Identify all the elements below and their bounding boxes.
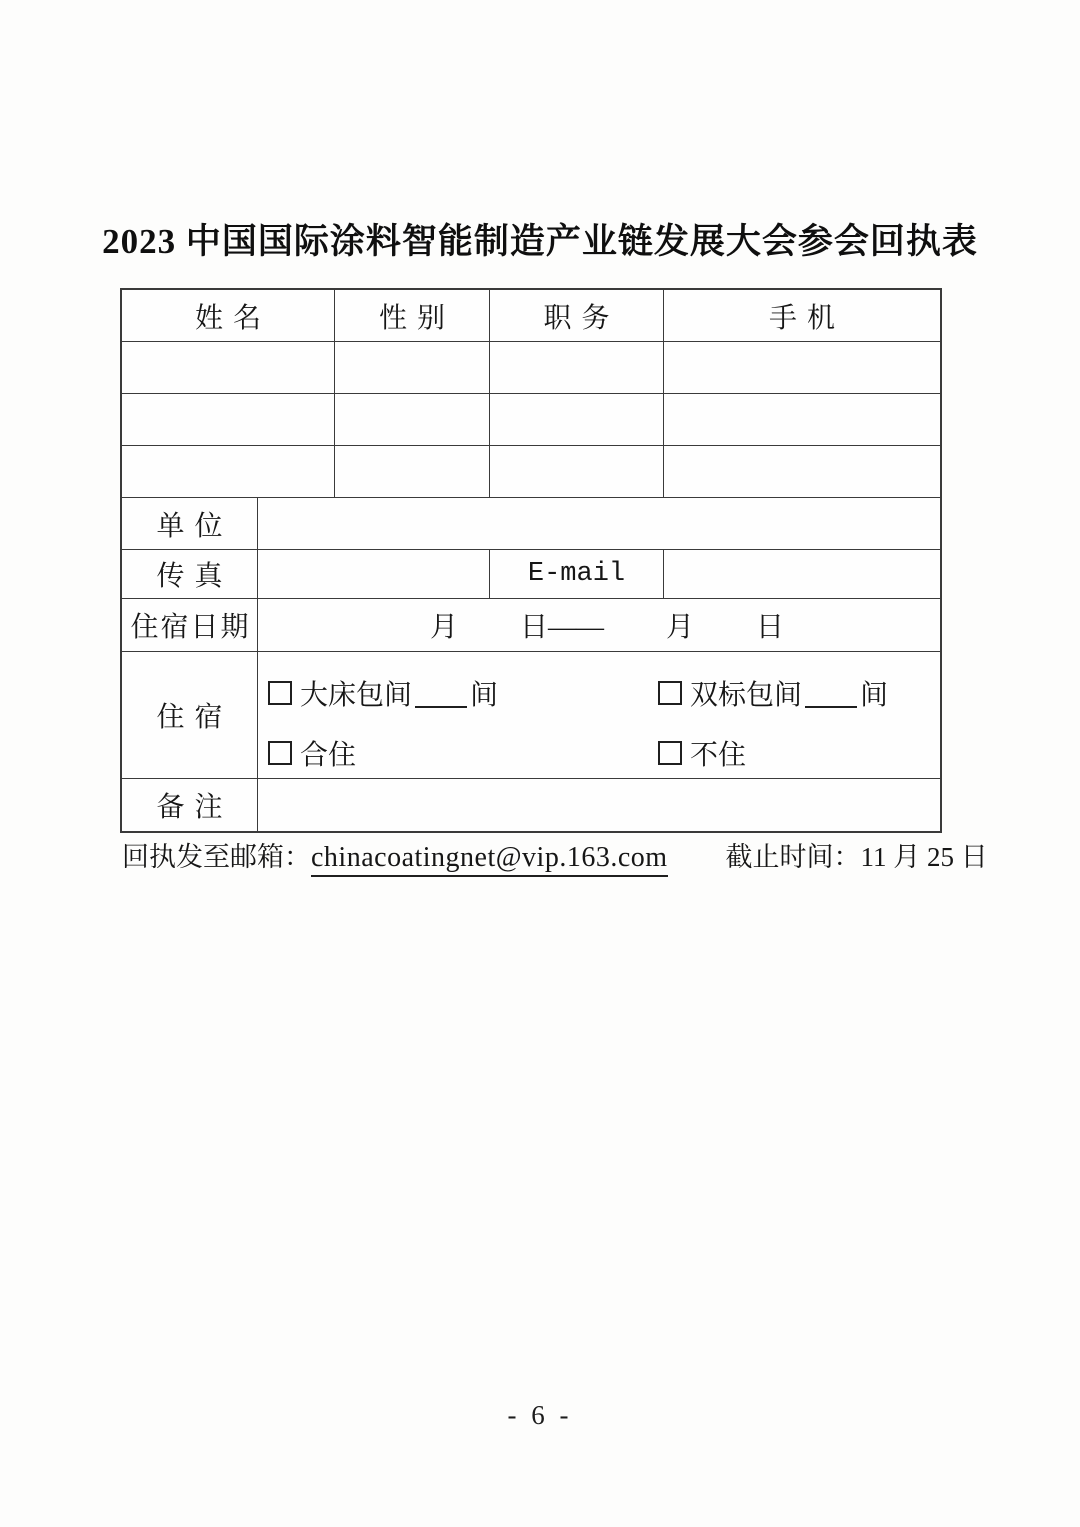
attendee-row-2 <box>122 394 940 446</box>
attendee-row-3 <box>122 446 940 498</box>
header-mobile <box>664 290 940 342</box>
option-no-stay <box>648 733 746 773</box>
stay-label: 住宿 <box>156 702 233 733</box>
remark-label: 备注 <box>156 792 233 823</box>
remark-row <box>122 779 940 831</box>
double-standard-label: 双标包间 <box>690 680 803 711</box>
big-bed-label: 大床包间 <box>300 680 413 711</box>
name-input-cell[interactable] <box>122 446 335 498</box>
reply-email-address[interactable]: chinacoatingnet@vip.163.com <box>311 842 668 877</box>
big-bed-count-blank[interactable] <box>415 686 467 708</box>
fax-input-cell[interactable] <box>258 550 490 599</box>
option-big-bed <box>258 673 648 713</box>
stay-options-line-1 <box>258 667 940 719</box>
checkbox-no-stay[interactable] <box>658 741 682 765</box>
attendee-row-1 <box>122 342 940 394</box>
stay-date-month-from: 月 <box>430 612 459 643</box>
stay-date-day-from-dash: 日—— <box>520 612 605 643</box>
stay-date-label: 住宿日期 <box>130 612 251 643</box>
header-gender-label: 性别 <box>378 302 455 334</box>
email-label: E-mail <box>527 559 626 589</box>
gender-input-cell[interactable] <box>335 394 490 446</box>
gender-input-cell[interactable] <box>335 342 490 394</box>
registration-table <box>120 288 942 833</box>
header-gender <box>335 290 490 342</box>
email-input-cell[interactable] <box>664 550 940 599</box>
fax-label: 传真 <box>156 561 233 592</box>
double-standard-suffix: 间 <box>860 680 889 711</box>
option-double-standard <box>648 673 888 713</box>
header-name <box>122 290 335 342</box>
mobile-input-cell[interactable] <box>664 342 940 394</box>
stay-date-row <box>122 599 940 652</box>
gender-input-cell[interactable] <box>335 446 490 498</box>
double-standard-count-blank[interactable] <box>805 686 857 708</box>
position-input-cell[interactable] <box>490 394 664 446</box>
table-header-row <box>122 290 940 342</box>
fax-label-cell <box>122 550 258 599</box>
checkbox-double-standard[interactable] <box>658 681 682 705</box>
reply-email-label: 回执发至邮箱： <box>122 842 311 872</box>
unit-row <box>122 498 940 550</box>
header-name-label: 姓名 <box>194 302 271 334</box>
stay-row <box>122 652 940 779</box>
deadline-text: 截止时间：11 月 25 日 <box>725 842 988 872</box>
fax-email-row <box>122 550 940 599</box>
position-input-cell[interactable] <box>490 342 664 394</box>
unit-input-cell[interactable] <box>258 498 940 550</box>
mobile-input-cell[interactable] <box>664 446 940 498</box>
email-label-cell <box>490 550 664 599</box>
remark-input-cell[interactable] <box>258 779 940 831</box>
option-share <box>258 733 648 773</box>
name-input-cell[interactable] <box>122 342 335 394</box>
stay-date-month-to: 月 <box>666 612 695 643</box>
stay-label-cell <box>122 652 258 779</box>
share-label: 合住 <box>300 740 357 771</box>
checkbox-big-bed[interactable] <box>268 681 292 705</box>
no-stay-label: 不住 <box>690 740 747 771</box>
unit-label-cell <box>122 498 258 550</box>
header-position-label: 职务 <box>543 302 620 334</box>
remark-label-cell <box>122 779 258 831</box>
unit-label: 单位 <box>156 510 233 542</box>
header-mobile-label: 手机 <box>768 302 845 334</box>
position-input-cell[interactable] <box>490 446 664 498</box>
stay-date-day-to: 日 <box>756 612 785 643</box>
header-position <box>490 290 664 342</box>
big-bed-suffix: 间 <box>470 680 499 711</box>
page-number: - 6 - <box>507 1400 573 1430</box>
stay-date-label-cell <box>122 599 258 652</box>
stay-options-cell <box>258 652 940 779</box>
reply-instructions <box>122 835 988 877</box>
name-input-cell[interactable] <box>122 394 335 446</box>
mobile-input-cell[interactable] <box>664 394 940 446</box>
page-title: 2023 中国国际涂料智能制造产业链发展大会参会回执表 <box>102 222 978 261</box>
checkbox-share[interactable] <box>268 741 292 765</box>
stay-options-line-2 <box>258 727 940 779</box>
stay-date-input-cell[interactable] <box>258 599 940 652</box>
